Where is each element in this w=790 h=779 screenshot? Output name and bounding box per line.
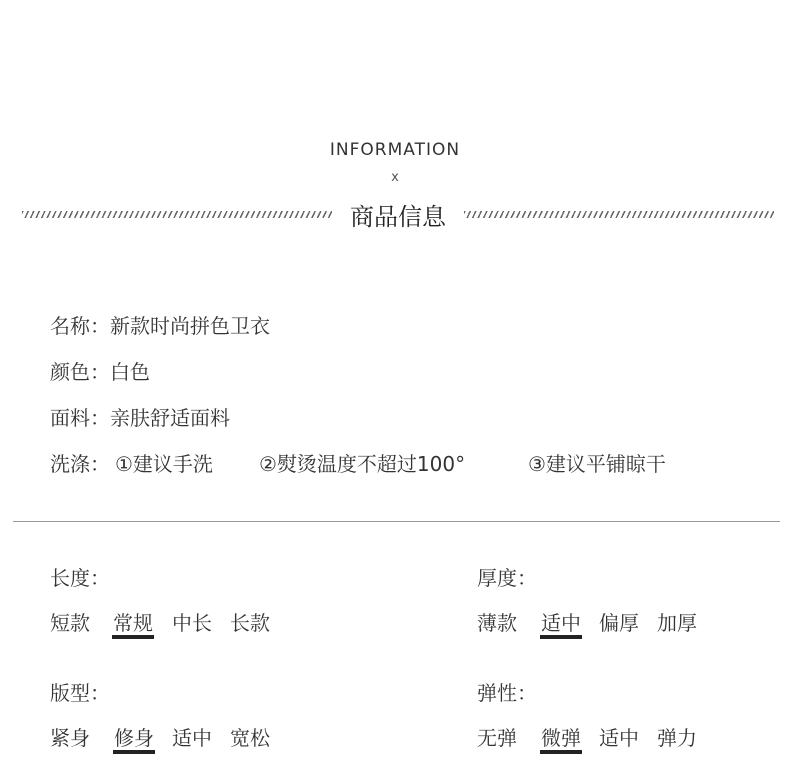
english-title: INFORMATION bbox=[329, 140, 461, 160]
thickness-option-thick: 偏厚 bbox=[599, 611, 639, 635]
length-option-regular-selected: 常规 bbox=[113, 607, 153, 636]
length-option-long: 长款 bbox=[230, 611, 270, 635]
info-name-value: 新款时尚拼色卫衣 bbox=[110, 314, 270, 338]
info-wash-label: 洗涤： bbox=[50, 452, 110, 476]
wash-item-2: ②熨烫温度不超过100° bbox=[259, 452, 466, 476]
attr-elasticity-options bbox=[477, 722, 737, 756]
info-wash-row bbox=[50, 448, 750, 478]
info-name-label: 名称： bbox=[50, 314, 110, 338]
wash-item-3: ③建议平铺晾干 bbox=[528, 452, 666, 476]
section-title-row bbox=[0, 195, 790, 235]
attr-elasticity-title: 弹性： bbox=[477, 681, 537, 705]
fit-option-slim-selected: 修身 bbox=[114, 722, 154, 751]
thickness-option-extra-thick: 加厚 bbox=[657, 611, 697, 635]
attr-fit-title: 版型： bbox=[50, 681, 110, 705]
section-divider bbox=[13, 521, 780, 522]
info-fabric-row bbox=[50, 402, 230, 431]
elasticity-option-stretch: 弹力 bbox=[657, 726, 697, 750]
elasticity-option-slight-selected: 微弹 bbox=[541, 722, 581, 751]
length-option-short: 短款 bbox=[50, 611, 90, 635]
title-separator: x bbox=[391, 170, 399, 185]
fit-option-loose: 宽松 bbox=[230, 726, 270, 750]
attr-fit-options bbox=[50, 722, 310, 756]
elasticity-option-none: 无弹 bbox=[477, 726, 517, 750]
info-fabric-value: 亲肤舒适面料 bbox=[110, 406, 230, 430]
info-color-value: 白色 bbox=[110, 360, 150, 384]
thickness-option-medium-selected: 适中 bbox=[541, 607, 581, 636]
wash-item-1: ①建议手洗 bbox=[115, 452, 213, 476]
section-title: 商品信息 bbox=[350, 203, 446, 231]
attr-length-options bbox=[50, 607, 310, 641]
attr-thickness-options bbox=[477, 607, 737, 641]
thickness-option-thin: 薄款 bbox=[477, 611, 517, 635]
fit-option-tight: 紧身 bbox=[50, 726, 90, 750]
elasticity-option-medium: 适中 bbox=[599, 726, 639, 750]
info-color-label: 颜色： bbox=[50, 360, 110, 384]
decorative-hatch-right bbox=[464, 211, 774, 218]
length-option-mid: 中长 bbox=[172, 611, 212, 635]
info-color-row bbox=[50, 356, 150, 385]
attr-length-title: 长度： bbox=[50, 566, 110, 590]
info-fabric-label: 面料： bbox=[50, 406, 110, 430]
decorative-hatch-left bbox=[22, 211, 332, 218]
info-name-row bbox=[50, 310, 270, 339]
fit-option-regular: 适中 bbox=[172, 726, 212, 750]
attr-thickness-title: 厚度： bbox=[477, 566, 537, 590]
